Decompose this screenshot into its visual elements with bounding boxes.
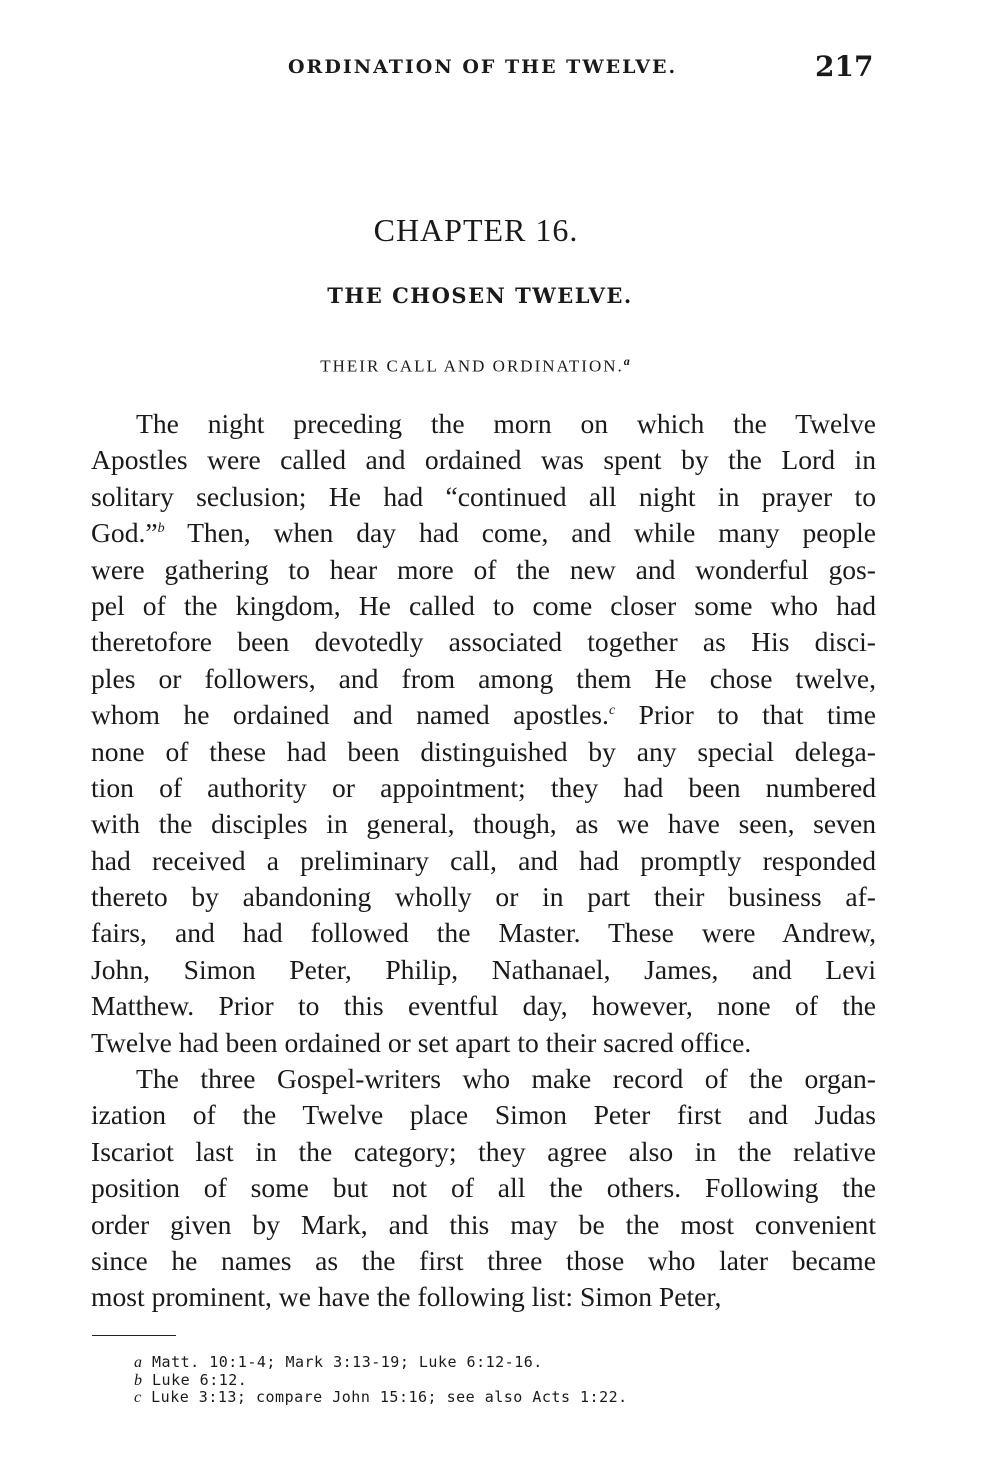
text-line: ization of the Twelve place Simon Peter first and Judas — [91, 1099, 876, 1131]
page-number: 217 — [815, 50, 874, 83]
footnote-ref-c: c — [608, 702, 616, 718]
footnote-rule — [92, 1335, 176, 1336]
footnote-mark: c — [134, 1389, 142, 1406]
text-line: order given by Mark, and this may be the most convenient — [91, 1208, 876, 1240]
footnote-text: Matt. 10:1-4; Mark 3:13-19; Luke 6:12-16. — [142, 1353, 543, 1371]
text-line: The night preceding the morn on which the Twelve — [136, 408, 876, 439]
text-line: solitary seclusion; He had “continued all night in prayer to — [91, 480, 876, 512]
text-line: had received a preliminary call, and had promptly responded — [91, 844, 876, 876]
footnote-mark: b — [134, 1371, 143, 1389]
footnote-text: Luke 3:13; compare John 15:16; see also Acts 1:22. — [141, 1388, 628, 1406]
text-line: since he names as the first three those who later became — [91, 1244, 876, 1276]
text-line: Apostles were called and ordained was spent by the Lord in — [91, 444, 876, 476]
chapter-subtitle — [0, 354, 952, 377]
text-line: position of some but not of all the others. Following the — [91, 1172, 876, 1204]
text-line: with the disciples in general, though, as we have seen, seven — [91, 808, 876, 840]
text-line: tion of authority or appointment; they had been numbered — [91, 771, 876, 803]
text-line: were gathering to hear more of the new and wonderful gos- — [91, 553, 876, 585]
text-line: theretofore been devotedly associated together as His disci- — [91, 626, 876, 658]
footnotes — [134, 1354, 628, 1407]
text-line — [91, 697, 876, 733]
footnote-ref-a: a — [623, 354, 632, 368]
text-run: Prior to that time — [615, 699, 876, 731]
footnote-ref-b: b — [157, 520, 165, 536]
text-line: none of these had been distinguished by any special delega- — [91, 735, 876, 767]
running-head — [0, 50, 1000, 86]
footnote-mark: a — [134, 1354, 143, 1371]
chapter-number: CHAPTER 16. — [373, 212, 579, 248]
text-line — [91, 515, 876, 551]
text-line: ples or followers, and from among them He chose twelve, — [91, 662, 876, 694]
text-line: fairs, and had followed the Master. These were Andrew, — [91, 917, 876, 949]
text-line: thereto by abandoning wholly or in part their business af- — [91, 881, 876, 913]
text-line: most prominent, we have the following list: Simon Peter, — [91, 1281, 722, 1313]
text-line: pel of the kingdom, He called to come closer some who had — [91, 589, 876, 621]
subtitle-text: THEIR CALL AND ORDINATION. — [320, 356, 624, 376]
chapter-title: THE CHOSEN TWELVE. — [327, 283, 633, 308]
footnote-text: Luke 6:12. — [142, 1370, 248, 1389]
footnote-c — [134, 1389, 628, 1407]
text-line: The three Gospel-writers who make record of the organ- — [136, 1063, 876, 1095]
text-line: John, Simon Peter, Philip, Nathanael, James, and Levi — [91, 953, 876, 985]
body-text — [91, 406, 876, 1316]
footnote-b — [134, 1372, 628, 1390]
text-run: God.” — [91, 517, 158, 549]
text-run: Then, when day had come, and while many people — [164, 517, 876, 549]
text-line: Twelve had been ordained or set apart to their sacred office. — [91, 1026, 752, 1058]
text-line: Matthew. Prior to this eventful day, however, none of the — [91, 990, 876, 1022]
footnote-a — [134, 1354, 628, 1372]
text-run: whom he ordained and named apostles. — [91, 699, 609, 731]
text-line: Iscariot last in the category; they agree also in the relative — [91, 1135, 876, 1167]
running-title: ORDINATION OF THE TWELVE. — [288, 56, 678, 78]
